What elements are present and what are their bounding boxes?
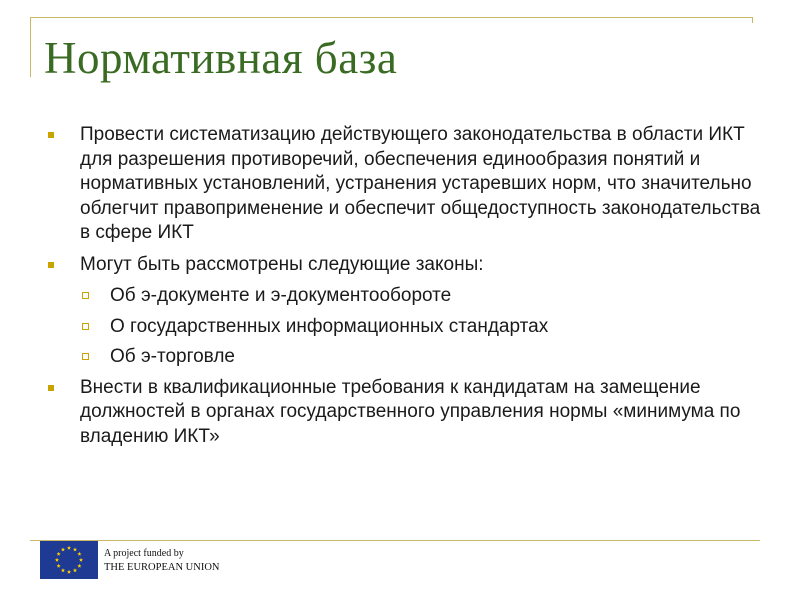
square-bullet-icon <box>48 385 54 391</box>
bullet-text: Провести систематизацию действующего законодательства в области ИКТ для разрешения противоречий, обеспечения единообразия понятий и нормативных установлений, устранения устаревших норм, что значительно облегчит правоприменение и обеспечит общедоступность законодательства в сфере ИКТ <box>80 124 761 243</box>
sub-bullet-text: Об э-документе и э-документообороте <box>110 285 452 306</box>
bullet-text: Могут быть рассмотрены следующие законы: <box>80 253 484 275</box>
bullet-text: Внести в квалификационные требования к кандидатам на замещение должностей в органах государственного управления нормы «минимума по владению ИКТ» <box>80 376 741 447</box>
footer-credit <box>104 547 220 575</box>
hollow-square-bullet-icon <box>82 292 89 299</box>
bullet-item <box>48 376 768 450</box>
sub-bullet-text: Об э-торговле <box>110 346 235 367</box>
hollow-square-bullet-icon <box>82 323 89 330</box>
footer-divider <box>30 540 760 541</box>
sub-bullet-item <box>48 345 768 370</box>
footer-line-1: A project funded by <box>104 548 184 559</box>
frame-left-line <box>30 17 31 77</box>
sub-bullet-item <box>48 315 768 340</box>
frame-top-corner <box>752 17 753 23</box>
hollow-square-bullet-icon <box>82 353 89 360</box>
sub-bullet-item <box>48 284 768 309</box>
frame-top-line <box>30 17 753 18</box>
bullet-item <box>48 253 768 278</box>
eu-flag-icon <box>40 541 98 579</box>
bullet-item <box>48 123 768 246</box>
square-bullet-icon <box>48 262 54 268</box>
square-bullet-icon <box>48 132 54 138</box>
footer-line-2: THE EUROPEAN UNION <box>104 562 220 573</box>
slide-content <box>48 123 768 456</box>
sub-bullet-text: О государственных информационных стандартах <box>110 315 549 337</box>
slide-title: Нормативная база <box>44 33 398 83</box>
